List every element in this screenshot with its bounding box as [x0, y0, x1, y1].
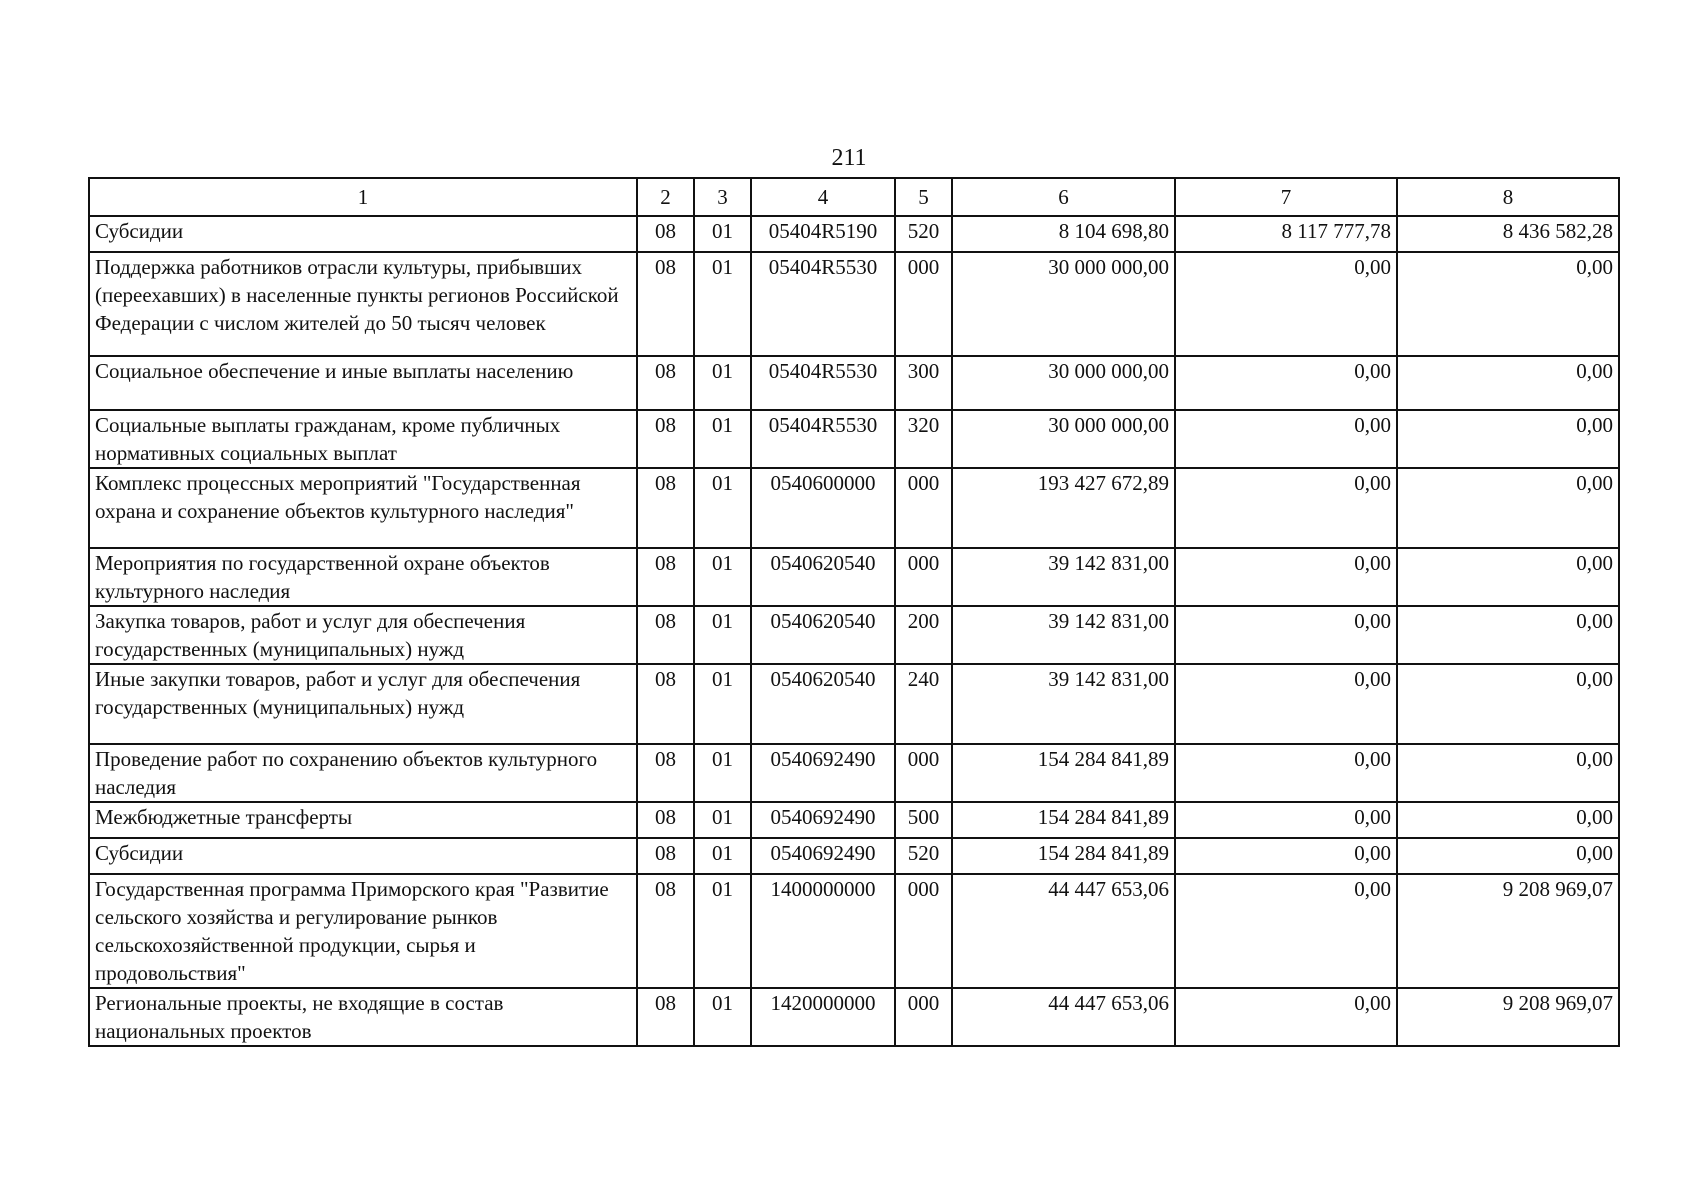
table-row: [89, 802, 1619, 838]
table-row: [89, 252, 1619, 356]
row-name-cell: Комплекс процессных мероприятий "Государственная охрана и сохранение объектов культурного наследия": [89, 468, 637, 548]
expense-type-cell: 520: [895, 216, 952, 252]
amount-col8-cell: 0,00: [1397, 356, 1619, 410]
row-name-cell: Мероприятия по государственной охране объектов культурного наследия: [89, 548, 637, 606]
amount-col7-cell: 0,00: [1175, 356, 1397, 410]
amount-col7-cell: 0,00: [1175, 410, 1397, 468]
column-header: 4: [751, 178, 895, 216]
page-number: 211: [831, 145, 867, 171]
expense-type-cell: 000: [895, 252, 952, 356]
amount-col6-cell: 39 142 831,00: [952, 606, 1175, 664]
target-article-cell: 05404R5530: [751, 410, 895, 468]
section-code-cell: 08: [637, 548, 694, 606]
expense-type-cell: 000: [895, 874, 952, 988]
table-row: [89, 606, 1619, 664]
table-row: [89, 356, 1619, 410]
column-header: 8: [1397, 178, 1619, 216]
section-code-cell: 08: [637, 468, 694, 548]
section-code-cell: 08: [637, 252, 694, 356]
target-article-cell: 0540692490: [751, 838, 895, 874]
budget-table: [88, 177, 1620, 1047]
column-header: 1: [89, 178, 637, 216]
amount-col7-cell: 0,00: [1175, 838, 1397, 874]
amount-col8-cell: 8 436 582,28: [1397, 216, 1619, 252]
table-row: [89, 744, 1619, 802]
subsection-code-cell: 01: [694, 216, 751, 252]
section-code-cell: 08: [637, 410, 694, 468]
amount-col8-cell: 0,00: [1397, 838, 1619, 874]
subsection-code-cell: 01: [694, 838, 751, 874]
target-article-cell: 05404R5190: [751, 216, 895, 252]
subsection-code-cell: 01: [694, 606, 751, 664]
amount-col6-cell: 30 000 000,00: [952, 252, 1175, 356]
section-code-cell: 08: [637, 874, 694, 988]
amount-col8-cell: 0,00: [1397, 548, 1619, 606]
amount-col7-cell: 0,00: [1175, 468, 1397, 548]
subsection-code-cell: 01: [694, 356, 751, 410]
amount-col7-cell: 0,00: [1175, 988, 1397, 1046]
section-code-cell: 08: [637, 744, 694, 802]
expense-type-cell: 200: [895, 606, 952, 664]
section-code-cell: 08: [637, 988, 694, 1046]
amount-col6-cell: 39 142 831,00: [952, 548, 1175, 606]
column-header: 7: [1175, 178, 1397, 216]
subsection-code-cell: 01: [694, 468, 751, 548]
amount-col7-cell: 0,00: [1175, 252, 1397, 356]
expense-type-cell: 520: [895, 838, 952, 874]
amount-col8-cell: 0,00: [1397, 468, 1619, 548]
row-name-cell: Социальное обеспечение и иные выплаты населению: [89, 356, 637, 410]
amount-col8-cell: 0,00: [1397, 802, 1619, 838]
table-row: [89, 838, 1619, 874]
subsection-code-cell: 01: [694, 548, 751, 606]
amount-col8-cell: 0,00: [1397, 744, 1619, 802]
section-code-cell: 08: [637, 356, 694, 410]
table-row: [89, 664, 1619, 744]
expense-type-cell: 000: [895, 468, 952, 548]
table-header: [89, 178, 1619, 216]
amount-col7-cell: 0,00: [1175, 548, 1397, 606]
section-code-cell: 08: [637, 664, 694, 744]
target-article-cell: 0540620540: [751, 548, 895, 606]
amount-col7-cell: 0,00: [1175, 744, 1397, 802]
subsection-code-cell: 01: [694, 744, 751, 802]
amount-col7-cell: 0,00: [1175, 874, 1397, 988]
amount-col6-cell: 30 000 000,00: [952, 356, 1175, 410]
amount-col8-cell: 9 208 969,07: [1397, 874, 1619, 988]
expense-type-cell: 000: [895, 988, 952, 1046]
section-code-cell: 08: [637, 802, 694, 838]
row-name-cell: Проведение работ по сохранению объектов культурного наследия: [89, 744, 637, 802]
amount-col6-cell: 44 447 653,06: [952, 874, 1175, 988]
table-body: [89, 216, 1619, 1046]
amount-col8-cell: 0,00: [1397, 252, 1619, 356]
table-row: [89, 548, 1619, 606]
section-code-cell: 08: [637, 838, 694, 874]
target-article-cell: 0540692490: [751, 744, 895, 802]
table-row: [89, 216, 1619, 252]
amount-col7-cell: 0,00: [1175, 664, 1397, 744]
target-article-cell: 1400000000: [751, 874, 895, 988]
amount-col6-cell: 8 104 698,80: [952, 216, 1175, 252]
table-row: [89, 874, 1619, 988]
amount-col6-cell: 193 427 672,89: [952, 468, 1175, 548]
row-name-cell: Межбюджетные трансферты: [89, 802, 637, 838]
row-name-cell: Закупка товаров, работ и услуг для обеспечения государственных (муниципальных) нужд: [89, 606, 637, 664]
expense-type-cell: 000: [895, 548, 952, 606]
row-name-cell: Государственная программа Приморского края "Развитие сельского хозяйства и регулирование рынков сельскохозяйственной продукции, сырья и продовольствия": [89, 874, 637, 988]
expense-type-cell: 300: [895, 356, 952, 410]
expense-type-cell: 000: [895, 744, 952, 802]
row-name-cell: Социальные выплаты гражданам, кроме публичных нормативных социальных выплат: [89, 410, 637, 468]
amount-col6-cell: 154 284 841,89: [952, 802, 1175, 838]
column-header: 3: [694, 178, 751, 216]
target-article-cell: 0540692490: [751, 802, 895, 838]
row-name-cell: Региональные проекты, не входящие в состав национальных проектов: [89, 988, 637, 1046]
amount-col8-cell: 0,00: [1397, 664, 1619, 744]
amount-col6-cell: 39 142 831,00: [952, 664, 1175, 744]
amount-col8-cell: 9 208 969,07: [1397, 988, 1619, 1046]
subsection-code-cell: 01: [694, 874, 751, 988]
subsection-code-cell: 01: [694, 802, 751, 838]
subsection-code-cell: 01: [694, 664, 751, 744]
amount-col7-cell: 0,00: [1175, 606, 1397, 664]
subsection-code-cell: 01: [694, 410, 751, 468]
expense-type-cell: 240: [895, 664, 952, 744]
row-name-cell: Субсидии: [89, 838, 637, 874]
table-row: [89, 988, 1619, 1046]
subsection-code-cell: 01: [694, 988, 751, 1046]
column-header: 2: [637, 178, 694, 216]
amount-col6-cell: 154 284 841,89: [952, 744, 1175, 802]
target-article-cell: 0540600000: [751, 468, 895, 548]
column-header: 6: [952, 178, 1175, 216]
amount-col6-cell: 154 284 841,89: [952, 838, 1175, 874]
target-article-cell: 0540620540: [751, 606, 895, 664]
amount-col7-cell: 8 117 777,78: [1175, 216, 1397, 252]
amount-col6-cell: 30 000 000,00: [952, 410, 1175, 468]
row-name-cell: Субсидии: [89, 216, 637, 252]
section-code-cell: 08: [637, 216, 694, 252]
target-article-cell: 0540620540: [751, 664, 895, 744]
header-row: [89, 178, 1619, 216]
target-article-cell: 1420000000: [751, 988, 895, 1046]
row-name-cell: Поддержка работников отрасли культуры, прибывших (переехавших) в населенные пункты регионов Российской Федерации с числом жителей до 50 тысяч человек: [89, 252, 637, 356]
subsection-code-cell: 01: [694, 252, 751, 356]
column-header: 5: [895, 178, 952, 216]
amount-col6-cell: 44 447 653,06: [952, 988, 1175, 1046]
expense-type-cell: 500: [895, 802, 952, 838]
amount-col8-cell: 0,00: [1397, 410, 1619, 468]
row-name-cell: Иные закупки товаров, работ и услуг для обеспечения государственных (муниципальных) нужд: [89, 664, 637, 744]
table-row: [89, 468, 1619, 548]
amount-col7-cell: 0,00: [1175, 802, 1397, 838]
amount-col8-cell: 0,00: [1397, 606, 1619, 664]
expense-type-cell: 320: [895, 410, 952, 468]
table-row: [89, 410, 1619, 468]
target-article-cell: 05404R5530: [751, 252, 895, 356]
target-article-cell: 05404R5530: [751, 356, 895, 410]
section-code-cell: 08: [637, 606, 694, 664]
